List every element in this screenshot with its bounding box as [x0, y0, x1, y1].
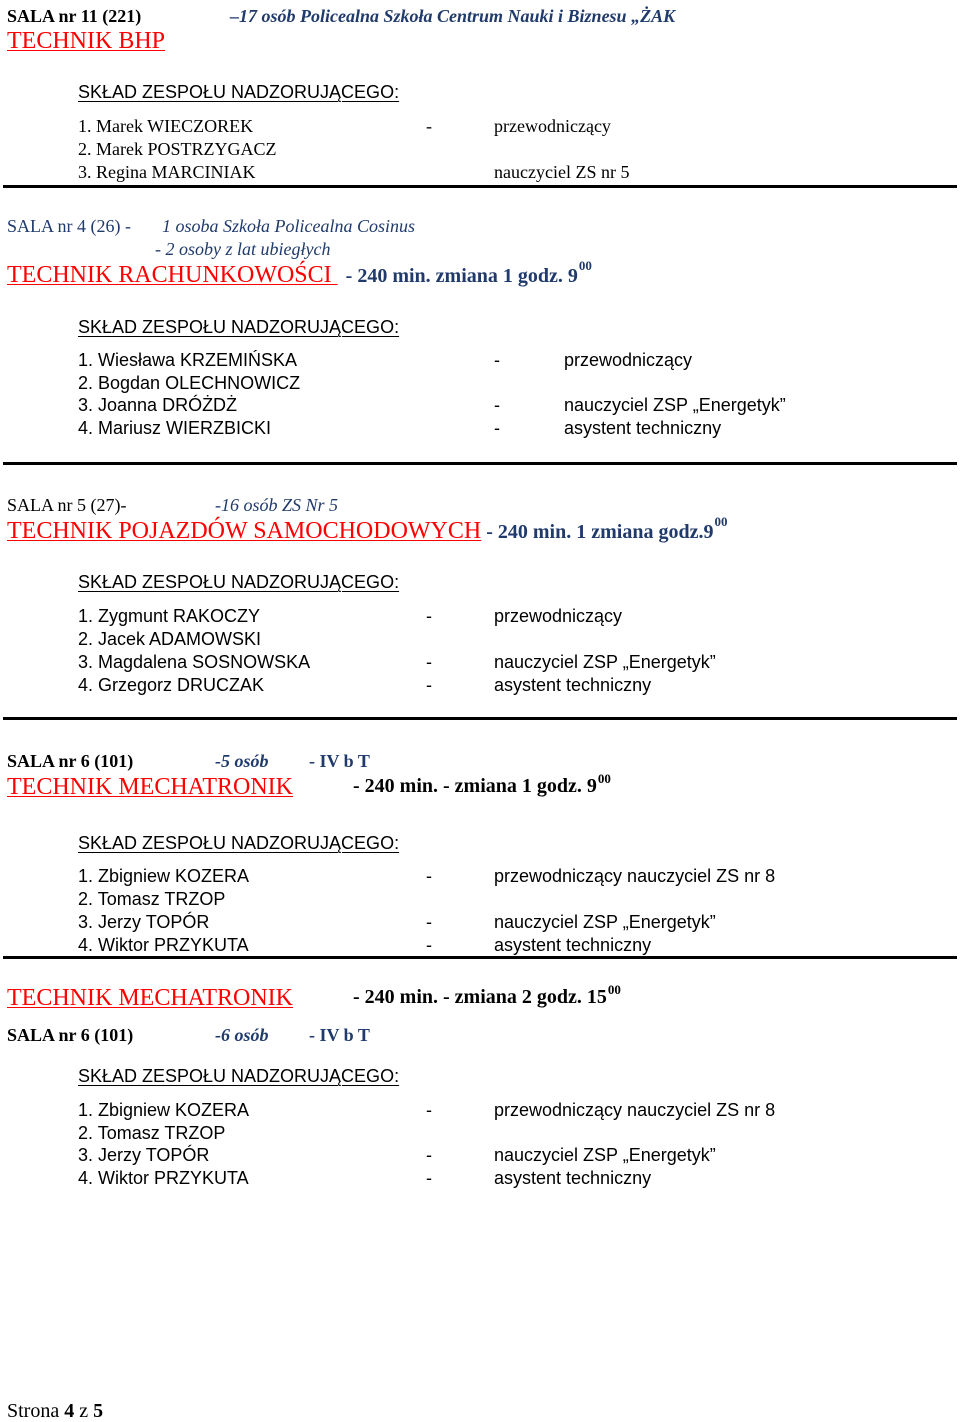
time-superscript: 00 [578, 258, 592, 273]
time-superscript: 00 [607, 982, 621, 997]
member-name: 3. Jerzy TOPÓR [78, 1145, 210, 1165]
member-name: 1. Wiesława KRZEMIŃSKA [78, 350, 298, 370]
group-info: -16 osób ZS Nr 5 [215, 495, 339, 515]
member-role: nauczyciel ZSP „Energetyk” [494, 912, 716, 932]
class-label: - IV b T [309, 1025, 370, 1045]
member-name: 2. Jacek ADAMOWSKI [78, 629, 262, 649]
program-title: TECHNIK MECHATRONIK [7, 774, 293, 800]
footer-label: Strona [7, 1400, 60, 1422]
member-dash: - [426, 866, 432, 886]
member-name: 1. Zbigniew KOZERA [78, 866, 250, 886]
member-name: 2. Tomasz TRZOP [78, 889, 226, 909]
member-role: asystent techniczny [494, 935, 652, 955]
member-dash: - [426, 652, 432, 672]
member-role: przewodniczący [494, 116, 611, 136]
member-role: asystent techniczny [494, 675, 652, 695]
committee-header: SKŁAD ZESPOŁU NADZORUJĄCEGO: [78, 833, 400, 853]
member-name: 3. Magdalena SOSNOWSKA [78, 652, 311, 672]
member-name: 4. Grzegorz DRUCZAK [78, 675, 265, 695]
member-dash: - [426, 1145, 432, 1165]
section-divider [3, 717, 957, 720]
member-role: przewodniczący nauczyciel ZS nr 8 [494, 1100, 776, 1120]
class-label: - IV b T [309, 751, 370, 771]
member-dash: - [494, 350, 500, 370]
member-name: 3. Regina MARCINIAK [78, 162, 256, 182]
member-role: przewodniczący [494, 606, 623, 626]
timing-line [353, 982, 621, 1008]
member-dash: - [494, 418, 500, 438]
member-name: 4. Wiktor PRZYKUTA [78, 1168, 249, 1188]
group-info: –17 osób Policealna Szkoła Centrum Nauki i Biznesu „ŻAK [230, 6, 676, 26]
member-name: 1. Zygmunt RAKOCZY [78, 606, 261, 626]
time-superscript: 00 [597, 771, 611, 786]
exam-timing: - 240 min. - zmiana 1 godz. 9 [353, 775, 597, 797]
section-divider [3, 462, 957, 465]
program-title: TECHNIK RACHUNKOWOŚCI [7, 262, 338, 288]
exam-timing: - 240 min. zmiana 1 godz. 9 [345, 265, 578, 287]
member-name: 1. Zbigniew KOZERA [78, 1100, 250, 1120]
committee-header: SKŁAD ZESPOŁU NADZORUJĄCEGO: [78, 1066, 400, 1086]
member-role: przewodniczący [564, 350, 693, 370]
member-name: 1. Marek WIECZOREK [78, 116, 254, 136]
committee-header: SKŁAD ZESPOŁU NADZORUJĄCEGO: [78, 572, 400, 592]
member-dash: - [426, 675, 432, 695]
member-name: 4. Wiktor PRZYKUTA [78, 935, 249, 955]
member-role: przewodniczący nauczyciel ZS nr 8 [494, 866, 776, 886]
time-superscript: 00 [714, 514, 728, 529]
committee-header: SKŁAD ZESPOŁU NADZORUJĄCEGO: [78, 82, 400, 102]
member-role: nauczyciel ZSP „Energetyk” [564, 395, 786, 415]
section-divider [3, 956, 957, 959]
page-footer [7, 1401, 103, 1421]
group-info: 1 osoba Szkoła Policealna Cosinus [162, 216, 415, 236]
room-label: SALA nr 4 (26) - [7, 216, 131, 236]
program-title: TECHNIK BHP [7, 28, 166, 54]
program-line [7, 258, 592, 288]
member-dash: - [426, 116, 432, 136]
member-name: 3. Jerzy TOPÓR [78, 912, 210, 932]
room-label: SALA nr 6 (101) [7, 1025, 134, 1045]
member-role: nauczyciel ZSP „Energetyk” [494, 1145, 716, 1165]
program-line [7, 514, 728, 544]
member-dash: - [426, 1100, 432, 1120]
member-dash: - [494, 395, 500, 415]
member-dash: - [426, 606, 432, 626]
page-total: 5 [93, 1400, 104, 1422]
room-label: SALA nr 11 (221) [7, 6, 142, 26]
member-name: 4. Mariusz WIERZBICKI [78, 418, 272, 438]
group-info: -5 osób [215, 751, 269, 771]
exam-timing: - 240 min. 1 zmiana godz.9 [481, 521, 714, 543]
section-divider [3, 185, 957, 188]
member-name: 2. Tomasz TRZOP [78, 1123, 226, 1143]
member-dash: - [426, 1168, 432, 1188]
member-role: nauczyciel ZSP „Energetyk” [494, 652, 716, 672]
program-title: TECHNIK POJAZDÓW SAMOCHODOWYCH [7, 518, 482, 544]
member-name: 2. Marek POSTRZYGACZ [78, 139, 277, 159]
member-name: 3. Joanna DRÓŻDŻ [78, 395, 238, 415]
exam-timing: - 240 min. - zmiana 2 godz. 15 [353, 986, 607, 1008]
timing-line [353, 771, 611, 797]
group-info: -6 osób [215, 1025, 269, 1045]
page-number: 4 [64, 1400, 75, 1422]
footer-of: z [79, 1400, 89, 1422]
member-role: asystent techniczny [564, 418, 722, 438]
member-name: 2. Bogdan OLECHNOWICZ [78, 373, 301, 393]
room-label: SALA nr 5 (27)- [7, 495, 127, 515]
member-role: nauczyciel ZS nr 5 [494, 162, 630, 182]
committee-header: SKŁAD ZESPOŁU NADZORUJĄCEGO: [78, 317, 400, 337]
group-info-extra: - 2 osoby z lat ubiegłych [155, 239, 331, 259]
member-role: asystent techniczny [494, 1168, 652, 1188]
program-title: TECHNIK MECHATRONIK [7, 985, 293, 1011]
room-label: SALA nr 6 (101) [7, 751, 134, 771]
member-dash: - [426, 912, 432, 932]
member-dash: - [426, 935, 432, 955]
